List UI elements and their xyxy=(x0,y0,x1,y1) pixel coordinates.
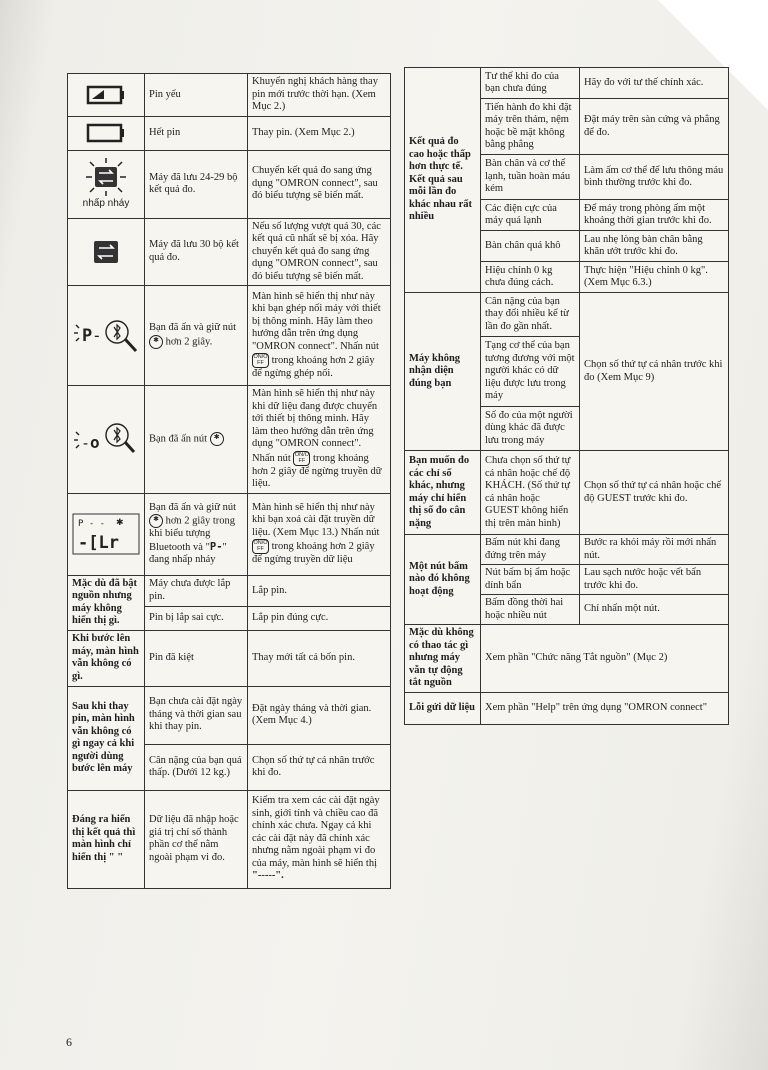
cause-cell: Nút bấm bị ẩm hoặc dính bẩn xyxy=(481,565,580,595)
table-row xyxy=(405,293,729,337)
solution-cell xyxy=(248,790,391,888)
bluetooth-clear-display-icon xyxy=(70,512,142,556)
solution-cell: Hãy đo với tư thế chính xác. xyxy=(580,68,729,99)
power-button-icon: ON/OFF xyxy=(253,354,268,366)
svg-text:✱: ✱ xyxy=(116,518,124,528)
table-row xyxy=(405,693,729,725)
bluetooth-transfer-display-icon xyxy=(70,414,142,464)
cause-cell xyxy=(145,286,248,386)
table-row xyxy=(68,116,391,150)
svg-text:-[Lr: -[Lr xyxy=(78,533,119,553)
cause-text: Bạn đã ấn nút xyxy=(149,433,208,445)
cause-text-3: " đang nhấp nháy xyxy=(149,541,227,565)
problem-text: Đáng ra hiển thị kết quả thì màn hình chỉ hiển thị xyxy=(72,814,136,863)
problem-cell: Sau khi thay pin, màn hình vẫn không có gì ngay cả khi người dùng bước lên máy xyxy=(68,686,145,790)
cause-cell: Tạng cơ thể của bạn tương đương với một người khác có dữ liệu được lưu trong máy xyxy=(481,337,580,407)
solution-cell: Chọn số thứ tự cá nhân hoặc chế độ GUEST trước khi đo. xyxy=(580,451,729,535)
problem-cell xyxy=(68,493,145,575)
problem-cell: Bạn muốn đo các chỉ số khác, nhưng máy chỉ hiển thị số đo cân nặng xyxy=(405,451,481,535)
solution-cell: Thay mới tất cả bốn pin. xyxy=(248,630,391,686)
solution-cell: Đặt máy trên sàn cứng và phẳng để đo. xyxy=(580,99,729,155)
svg-text:o: o xyxy=(90,433,100,453)
cause-text-2: hơn 2 giây. xyxy=(165,336,213,348)
bluetooth-button-icon: ✱ xyxy=(149,514,163,528)
solution-cell xyxy=(248,493,391,575)
table-row xyxy=(68,493,391,575)
data-transfer-icon xyxy=(91,239,121,265)
problem-cell xyxy=(68,286,145,386)
data-transfer-blinking-icon xyxy=(78,157,134,197)
solution-cell: Làm ấm cơ thể để lưu thông máu bình thường trước khi đo. xyxy=(580,155,729,200)
cause-cell: Chưa chọn số thứ tự cá nhân hoặc chế độ KHÁCH. (Số thứ tự cá nhân hoặc GUEST không hiển thị trên màn hình) xyxy=(481,451,580,535)
solution-cell: Đặt ngày tháng và thời gian. (Xem Mục 4.) xyxy=(248,686,391,744)
troubleshooting-table-left xyxy=(67,73,391,889)
problem-cell xyxy=(68,150,145,218)
battery-low-icon xyxy=(86,84,126,106)
cause-cell: Hết pin xyxy=(145,116,248,150)
problem-cell: Mặc dù đã bật nguồn nhưng máy không hiển thị gì. xyxy=(68,575,145,630)
problem-cell xyxy=(68,386,145,494)
table-row xyxy=(405,68,729,99)
solution-text-2: trong khoảng hơn 2 giây để ngừng ghép nối. xyxy=(252,354,375,379)
bluetooth-button-icon: ✱ xyxy=(210,432,224,446)
solution-cell: Lắp pin đúng cực. xyxy=(248,607,391,630)
solution-cell: Chọn số thứ tự cá nhân trước khi đo. xyxy=(248,744,391,790)
solution-text-2: trong khoảng hơn 2 giây để ngừng truyền dữ liệu. xyxy=(252,452,382,489)
solution-cell: Nếu số lượng vượt quá 30, các kết quả cũ nhất sẽ bị xóa. Hãy chuyển kết quả đo sang ứng dụng "OMRON connect", sau đó biểu tượng sẽ biến mất. xyxy=(248,218,391,286)
solution-cell: Xem phần "Help" trên ứng dụng "OMRON connect" xyxy=(481,693,729,725)
solution-cell: Bước ra khỏi máy rồi mới nhấn nút. xyxy=(580,535,729,565)
solution-cell xyxy=(248,286,391,386)
solution-cell: Chuyển kết quả đo sang ứng dụng "OMRON connect", sau đó biểu tượng sẽ biến mất. xyxy=(248,150,391,218)
cause-cell: Pin bị lắp sai cực. xyxy=(145,607,248,630)
problem-cell xyxy=(68,790,145,888)
cause-cell: Bạn đã ấn và giữ nút ✱ hơn 2 giây trong khi biểu tượng Bluetooth và "P-" đang nhấp nháy xyxy=(145,493,248,575)
table-row xyxy=(405,535,729,565)
table-row xyxy=(68,386,391,494)
cause-cell: Máy chưa được lắp pin. xyxy=(145,575,248,607)
blink-label: nhấp nháy xyxy=(82,198,130,210)
cause-cell: Hiệu chỉnh 0 kg chưa đúng cách. xyxy=(481,262,580,293)
problem-cell: Máy không nhận diện đúng bạn xyxy=(405,293,481,451)
troubleshooting-table-right xyxy=(404,67,729,725)
svg-text:P - -: P - - xyxy=(78,519,106,529)
cause-cell: Pin đã kiệt xyxy=(145,630,248,686)
table-row xyxy=(68,630,391,686)
solution-cell: Chọn số thứ tự cá nhân trước khi đo (Xem Mục 9) xyxy=(580,293,729,451)
cause-cell: Các điện cực của máy quá lạnh xyxy=(481,200,580,231)
power-button-icon: ON/OFF xyxy=(253,540,268,552)
table-row xyxy=(68,150,391,218)
solution-cell: Khuyến nghị khách hàng thay pin mới trước thời hạn. (Xem Mục 2.) xyxy=(248,74,391,117)
cause-cell: Máy đã lưu 30 bộ kết quả đo. xyxy=(145,218,248,286)
problem-cell: Kết quả đo cao hoặc thấp hơn thực tế. Kết quả sau mỗi lần đo khác nhau rất nhiều xyxy=(405,68,481,293)
solution-cell: Lau sạch nước hoặc vết bẩn trước khi đo. xyxy=(580,565,729,595)
power-button-icon: ON/OFF xyxy=(294,451,309,464)
solution-cell: Lau nhẹ lòng bàn chân bằng khăn ướt trước khi đo. xyxy=(580,231,729,262)
solution-cell: Lắp pin. xyxy=(248,575,391,607)
svg-text:-: - xyxy=(92,325,102,345)
solution-cell: Thay pin. (Xem Mục 2.) xyxy=(248,116,391,150)
cause-cell: Bạn chưa cài đặt ngày tháng và thời gian sau khi thay pin. xyxy=(145,686,248,744)
page-number: 6 xyxy=(66,1035,72,1049)
cause-cell: Máy đã lưu 24-29 bộ kết quả đo. xyxy=(145,150,248,218)
cause-text-2: hơn 2 giây trong khi biểu tượng Bluetooth và " xyxy=(149,515,236,553)
solution-text-2: trong khoảng hơn 2 giây để ngừng truyền dữ liệu xyxy=(252,540,375,565)
solution-cell: Để máy trong phòng ấm một khoảng thời gian trước khi đo. xyxy=(580,200,729,231)
solution-cell: Thực hiện "Hiệu chỉnh 0 kg". (Xem Mục 6.3.) xyxy=(580,262,729,293)
solution-cell xyxy=(248,386,391,494)
table-row xyxy=(68,286,391,386)
solution-text: Màn hình sẽ hiển thị như này khi dữ liệu đang được chuyển tới thiết bị thông minh. Hãy làm theo hướng dẫn trên ứng dụng "OMRON connect". Nhấn nút xyxy=(252,388,378,464)
cause-text: Bạn đã ấn và giữ nút xyxy=(149,322,237,334)
table-row xyxy=(68,575,391,607)
problem-cell xyxy=(68,116,145,150)
cause-cell xyxy=(145,386,248,494)
problem-cell: Mặc dù không có thao tác gì nhưng máy vẫn tự động tắt nguồn xyxy=(405,625,481,693)
table-row xyxy=(68,218,391,286)
table-row xyxy=(405,625,729,693)
problem-cell: Khi bước lên máy, màn hình vẫn không có gì. xyxy=(68,630,145,686)
solution-text: Màn hình sẽ hiển thị như này khi bạn ghép nối máy với thiết bị thông minh. Hãy làm theo hướng dẫn trên ứng dụng "OMRON connect". Nhấn nút xyxy=(252,290,381,352)
problem-text-2: " " xyxy=(108,851,124,863)
cause-cell: Pin yếu xyxy=(145,74,248,117)
solution-cell: Chỉ nhấn một nút. xyxy=(580,595,729,625)
cause-cell: Tiến hành đo khi đặt máy trên thảm, nệm hoặc bề mặt không bằng phẳng xyxy=(481,99,580,155)
cause-cell: Tư thế khi đo của bạn chưa đúng xyxy=(481,68,580,99)
problem-cell: Lỗi gửi dữ liệu xyxy=(405,693,481,725)
cause-cell: Bấm đồng thời hai hoặc nhiều nút xyxy=(481,595,580,625)
battery-empty-icon xyxy=(86,122,126,144)
solution-text: Kiểm tra xem các cài đặt ngày sinh, giới tính và chiều cao đã chính xác chưa. Ngay cả khi các cài đặt này đã chính xác nhưng nằm ngoài phạm vi đo của máy, màn hình sẽ hiển thị xyxy=(252,795,380,869)
cause-cell: Bàn chân quá khô xyxy=(481,231,580,262)
problem-cell xyxy=(68,74,145,117)
solution-cell: Xem phần "Chức năng Tắt nguồn" (Mục 2) xyxy=(481,625,729,693)
table-row xyxy=(68,74,391,117)
cause-text: Bạn đã ấn và giữ nút xyxy=(149,501,237,513)
cause-cell: Dữ liệu đã nhập hoặc giá trị chỉ số thành phần cơ thể nằm ngoài phạm vi đo. xyxy=(145,790,248,888)
table-row xyxy=(68,790,391,888)
svg-text:P: P xyxy=(82,325,93,346)
cause-cell: Cân nặng của bạn quá thấp. (Dưới 12 kg.) xyxy=(145,744,248,790)
problem-cell: Một nút bấm nào đó không hoạt động xyxy=(405,535,481,625)
bluetooth-button-icon: ✱ xyxy=(149,335,163,349)
bluetooth-pairing-display-icon xyxy=(70,311,142,361)
cause-cell: Bàn chân và cơ thể lạnh, tuần hoàn máu kém xyxy=(481,155,580,200)
svg-text:-: - xyxy=(81,434,91,453)
cause-cell: Cân nặng của bạn thay đổi nhiều kể từ lần đo gần nhất. xyxy=(481,293,580,337)
problem-cell xyxy=(68,218,145,286)
table-row xyxy=(405,451,729,535)
cause-cell: Số đo của một người dùng khác đã được lưu trong máy xyxy=(481,407,580,451)
solution-text: Màn hình sẽ hiển thị như này khi bạn xoá cài đặt truyền dữ liệu. (Xem Mục 13.) Nhấn nút xyxy=(252,501,380,538)
table-row xyxy=(68,686,391,744)
solution-text-2: "-----". xyxy=(252,870,284,882)
cause-cell: Bấm nút khi đang đứng trên máy xyxy=(481,535,580,565)
